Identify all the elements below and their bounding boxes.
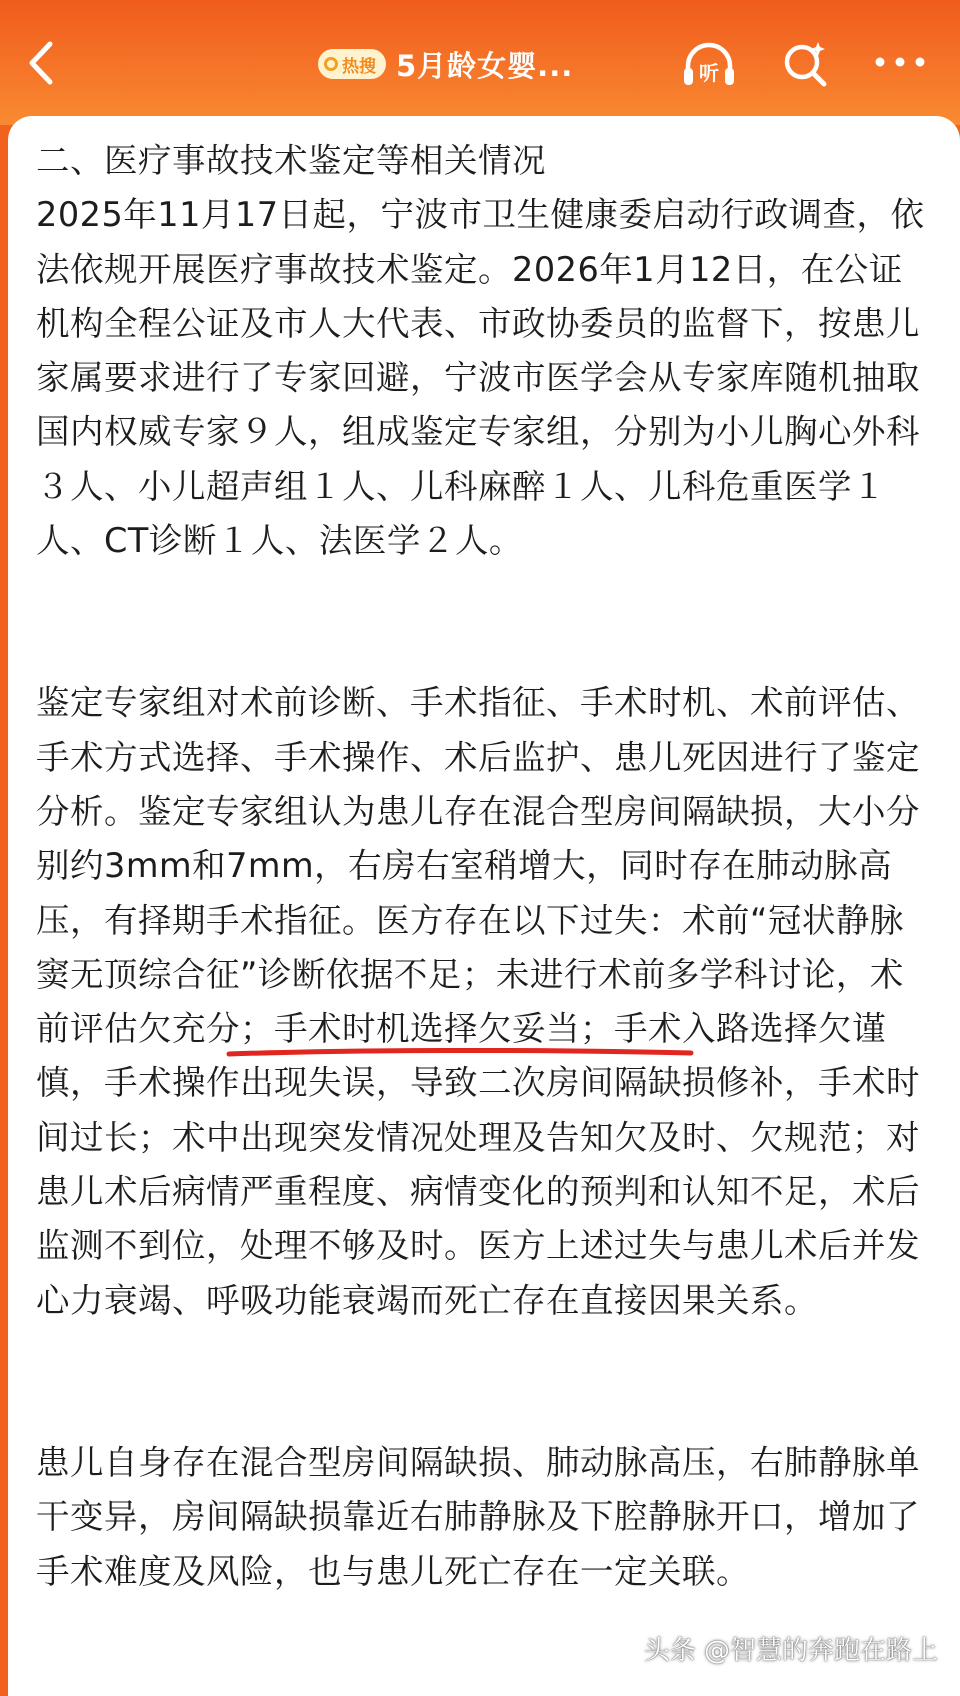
red-underline-annotation: [225, 1044, 695, 1060]
paragraph-appraisal-findings: [36, 676, 926, 1328]
back-arrow-icon[interactable]: [22, 38, 62, 88]
hot-search-icon: [324, 57, 338, 71]
section-heading: 二、医疗事故技术鉴定等相关情况: [36, 141, 546, 180]
findings-text-end: 手术时间过长；术中出现突发情况处理及告知欠及时、欠规范；对患儿术后病情严重程度、病情变化的预判和认知不足，术后监测不到位，处理不够及时。医方上述过失与患儿术后并发心力衰竭、呼吸功能衰竭而死亡存在直接因果关系。: [36, 1063, 920, 1320]
paragraph-patient-condition: 患儿自身存在混合型房间隔缺损、肺动脉高压，右肺静脉单干变异，房间隔缺损靠近右肺静脉及下腔静脉开口，增加了手术难度及风险，也与患儿死亡存在一定关联。: [36, 1442, 920, 1591]
more-options-icon[interactable]: [870, 50, 930, 74]
watermark: 头条 @智慧的奔跑在路上: [643, 1636, 938, 1666]
title-area[interactable]: [318, 44, 573, 84]
listen-label: 听: [699, 61, 719, 85]
highlighted-phrase: 导致二次房间隔缺损修补，: [410, 1063, 818, 1103]
listen-headphones-icon[interactable]: [680, 40, 738, 90]
hot-search-label: 热搜: [342, 56, 376, 77]
page-title: 5月龄女婴...: [396, 48, 574, 83]
paragraph-appraisal-process: 2025年11月17日起，宁波市卫生健康委启动行政调查，依法依规开展医疗事故技术鉴定。2026年1月12日，在公证机构全程公证及市人大代表、市政协委员的监督下，按患儿家属要求进行了专家回避，宁波市医学会从专家库随机抽取国内权威专家９人，组成鉴定专家组，分别为小儿胸心外科３人、小儿超声组１人、儿科麻醉１人、儿科危重医学１人、CT诊断１人、法医学２人。: [36, 195, 925, 561]
findings-text-start: 鉴定专家组对术前诊断、手术指征、手术时机、术前评估、手术方式选择、手术操作、术后监护、患儿死因进行了鉴定分析。鉴定专家组认为患儿存在混合型房间隔缺损，大小分别约3mm和7mm，右房右室稍增大，同时存在肺动脉高压，有择期手术指征。医方存在以下过失：术前“冠状静脉窦无顶综合征”诊断依据不足；未进行术前多学科讨论，术前评估欠充分；手术时机选择欠妥当；手术入路选择欠谨慎，手术操作出现失误，: [36, 683, 920, 1103]
paragraph-spacer: [36, 1328, 926, 1436]
search-icon[interactable]: [780, 38, 832, 90]
paragraph-spacer: [36, 568, 926, 676]
top-bar: [0, 0, 960, 125]
hot-search-badge: [318, 49, 386, 79]
article-body: [36, 134, 926, 1599]
